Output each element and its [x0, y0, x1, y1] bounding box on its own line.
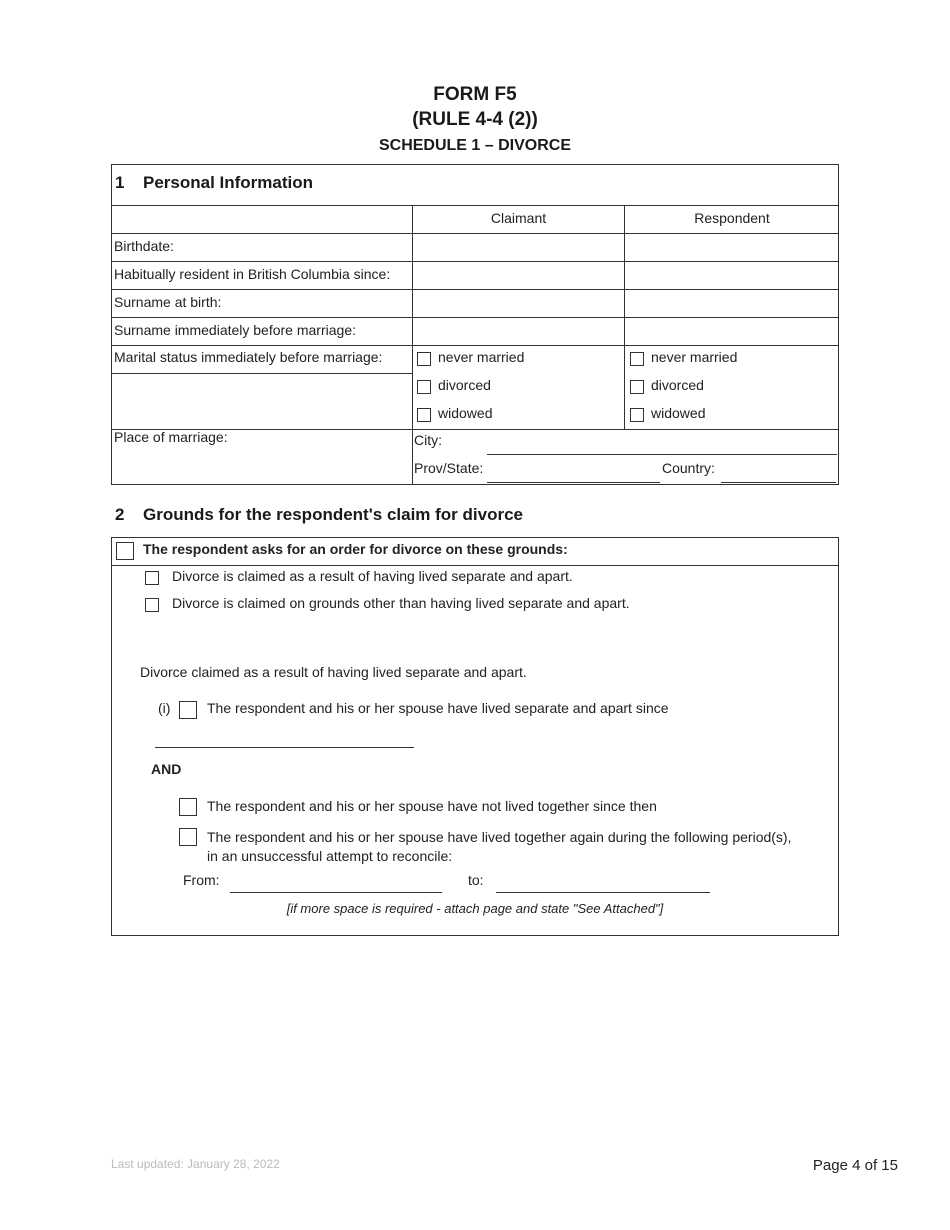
from-date-input[interactable] [230, 892, 442, 893]
col-claimant: Claimant [490, 210, 547, 226]
claimant-resident-field[interactable] [413, 262, 624, 289]
claimant-never-married-checkbox[interactable] [417, 352, 431, 366]
respondent-divorced-checkbox[interactable] [630, 380, 644, 394]
respondent-resident-field[interactable] [625, 262, 838, 289]
attach-note: [if more space is required - attach page and state "See Attached"] [286, 901, 664, 916]
lived-together-again-label-2: in an unsuccessful attempt to reconcile: [207, 848, 453, 864]
separation-date-input[interactable] [155, 747, 414, 748]
claimant-divorced-label: divorced [438, 377, 491, 393]
claimant-surname-birth-field[interactable] [413, 290, 624, 317]
grounds-header: The respondent asks for an order for divorce on these grounds: [143, 541, 568, 557]
city-input[interactable] [487, 454, 837, 455]
lived-apart-since-checkbox[interactable] [179, 701, 197, 719]
lived-together-again-checkbox[interactable] [179, 828, 197, 846]
col-respondent: Respondent [694, 210, 770, 226]
claimant-surname-before-field[interactable] [413, 318, 624, 345]
section2-number: 2 [115, 505, 125, 524]
prov-state-input[interactable] [487, 482, 660, 483]
claimant-widowed-checkbox[interactable] [417, 408, 431, 422]
label-birthdate: Birthdate: [114, 238, 174, 254]
section2-title: Grounds for the respondent's claim for divorce [143, 505, 523, 524]
divider [111, 345, 839, 346]
not-lived-together-label: The respondent and his or her spouse have not lived together since then [207, 798, 657, 814]
claimant-divorced-checkbox[interactable] [417, 380, 431, 394]
divider [111, 205, 839, 206]
and-label: AND [151, 761, 182, 777]
respondent-surname-birth-field[interactable] [625, 290, 838, 317]
respondent-widowed-checkbox[interactable] [630, 408, 644, 422]
lived-together-again-label-1: The respondent and his or her spouse have lived together again during the following period(s), [207, 829, 792, 845]
grounds-order-checkbox[interactable] [116, 542, 134, 560]
item-i-label: (i) [158, 700, 171, 716]
divider [111, 373, 412, 374]
to-label: to: [468, 872, 484, 888]
schedule-title: SCHEDULE 1 – DIVORCE [378, 137, 572, 154]
respondent-birthdate-field[interactable] [625, 234, 838, 261]
section1-title: Personal Information [143, 173, 314, 192]
other-grounds-label: Divorce is claimed on grounds other than having lived separate and apart. [172, 595, 630, 611]
respondent-never-married-checkbox[interactable] [630, 352, 644, 366]
to-date-input[interactable] [496, 892, 710, 893]
divider [111, 565, 839, 566]
claimant-never-married-label: never married [438, 349, 525, 365]
respondent-surname-before-field[interactable] [625, 318, 838, 345]
separate-apart-label: Divorce is claimed as a result of having lived separate and apart. [172, 568, 573, 584]
respondent-divorced-label: divorced [651, 377, 704, 393]
form-title: FORM F5 [433, 84, 517, 105]
respondent-widowed-label: widowed [651, 405, 706, 421]
label-place-of-marriage: Place of marriage: [114, 429, 228, 445]
country-label: Country: [662, 460, 715, 476]
page-number: Page 4 of 15 [812, 1157, 898, 1174]
country-input[interactable] [721, 482, 836, 483]
respondent-never-married-label: never married [651, 349, 738, 365]
label-resident: Habitually resident in British Columbia since: [114, 266, 391, 282]
separate-apart-subheading: Divorce claimed as a result of having lived separate and apart. [140, 664, 527, 680]
form-rule: (RULE 4-4 (2)) [412, 109, 538, 130]
not-lived-together-checkbox[interactable] [179, 798, 197, 816]
from-label: From: [183, 872, 220, 888]
other-grounds-checkbox[interactable] [145, 598, 159, 612]
claimant-birthdate-field[interactable] [413, 234, 624, 261]
label-surname-before: Surname immediately before marriage: [114, 322, 356, 338]
last-updated: Last updated: January 28, 2022 [111, 1157, 280, 1171]
lived-apart-since-label: The respondent and his or her spouse have lived separate and apart since [207, 700, 669, 716]
section1-number: 1 [115, 173, 125, 192]
prov-state-label: Prov/State: [414, 460, 484, 476]
label-marital-status: Marital status immediately before marriage: [114, 349, 383, 365]
claimant-widowed-label: widowed [438, 405, 493, 421]
label-surname-birth: Surname at birth: [114, 294, 222, 310]
city-label: City: [414, 432, 442, 448]
separate-apart-checkbox[interactable] [145, 571, 159, 585]
